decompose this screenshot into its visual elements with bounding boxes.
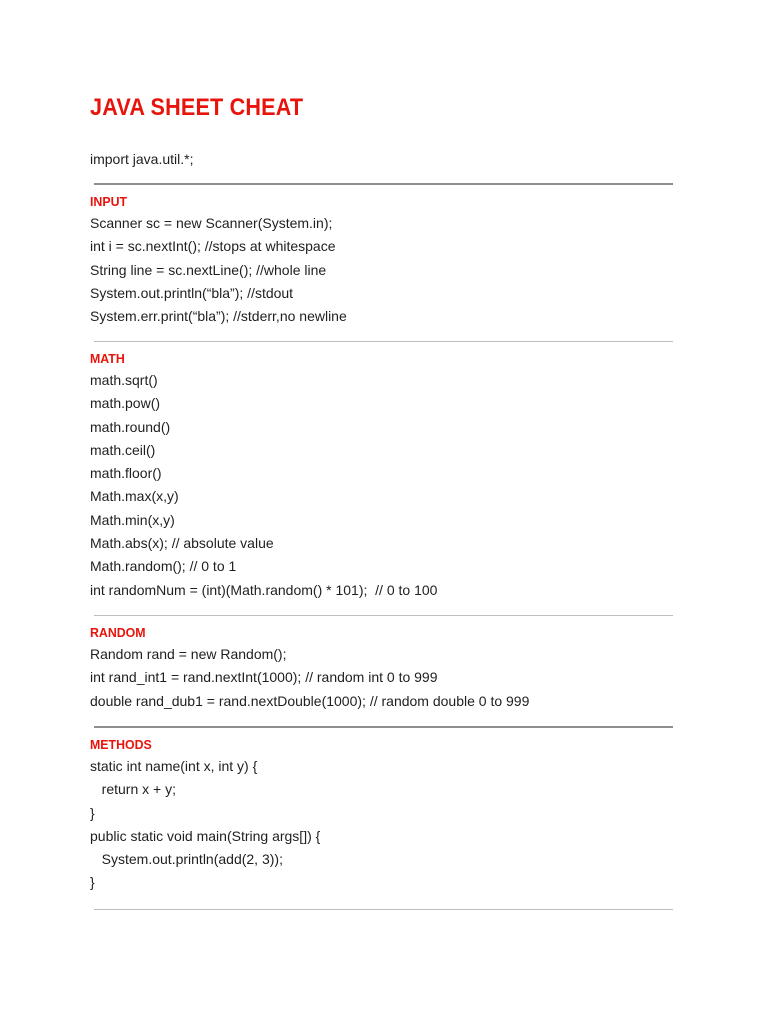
code-line: Math.min(x,y) [90,511,175,528]
section-heading-methods: METHODS [90,737,152,752]
section-methods [90,735,690,895]
code-block-math [90,369,690,602]
code-line: double rand_dub1 = rand.nextDouble(1000); // random double 0 to 999 [90,692,530,709]
code-line: public static void main(String args[]) { [90,827,321,844]
code-block-input [90,212,690,328]
code-line: System.out.println(add(2, 3)); [90,851,283,868]
code-line: System.out.println(“bla”); //stdout [90,284,294,301]
page-title: JAVA SHEET CHEAT [90,94,304,121]
code-line: Math.max(x,y) [90,488,179,505]
code-line: } [90,874,95,891]
code-line: String line = sc.nextLine(); //whole line [90,261,327,278]
code-line: math.ceil() [90,441,156,458]
code-line: math.round() [90,418,171,435]
code-line: } [90,804,95,821]
divider [94,183,673,185]
code-line: System.err.print(“bla”); //stderr,no newline [90,308,347,325]
code-line: int i = sc.nextInt(); //stops at whitespace [90,238,336,255]
divider [94,341,673,342]
code-block-random [90,643,690,713]
code-line: Math.random(); // 0 to 1 [90,558,237,575]
code-block-methods [90,755,690,895]
code-line: math.floor() [90,465,162,482]
section-random [90,623,690,713]
section-heading-input: INPUT [90,194,128,209]
divider [94,909,673,910]
section-heading-math: MATH [90,351,125,366]
code-line: static int name(int x, int y) { [90,758,258,774]
code-line: int randomNum = (int)(Math.random() * 101); // 0 to 100 [90,581,438,598]
section-heading-random: RANDOM [90,625,146,640]
divider [94,615,673,616]
code-line: math.sqrt() [90,372,158,388]
import-statement: import java.util.*; [90,151,194,167]
code-line: Math.abs(x); // absolute value [90,535,274,552]
code-line: math.pow() [90,395,161,412]
divider [94,726,673,728]
section-math [90,349,690,602]
section-input [90,192,690,328]
code-line: return x + y; [90,781,176,798]
code-line: Random rand = new Random(); [90,646,287,662]
code-line: int rand_int1 = rand.nextInt(1000); // random int 0 to 999 [90,669,438,686]
code-line: Scanner sc = new Scanner(System.in); [90,215,333,231]
